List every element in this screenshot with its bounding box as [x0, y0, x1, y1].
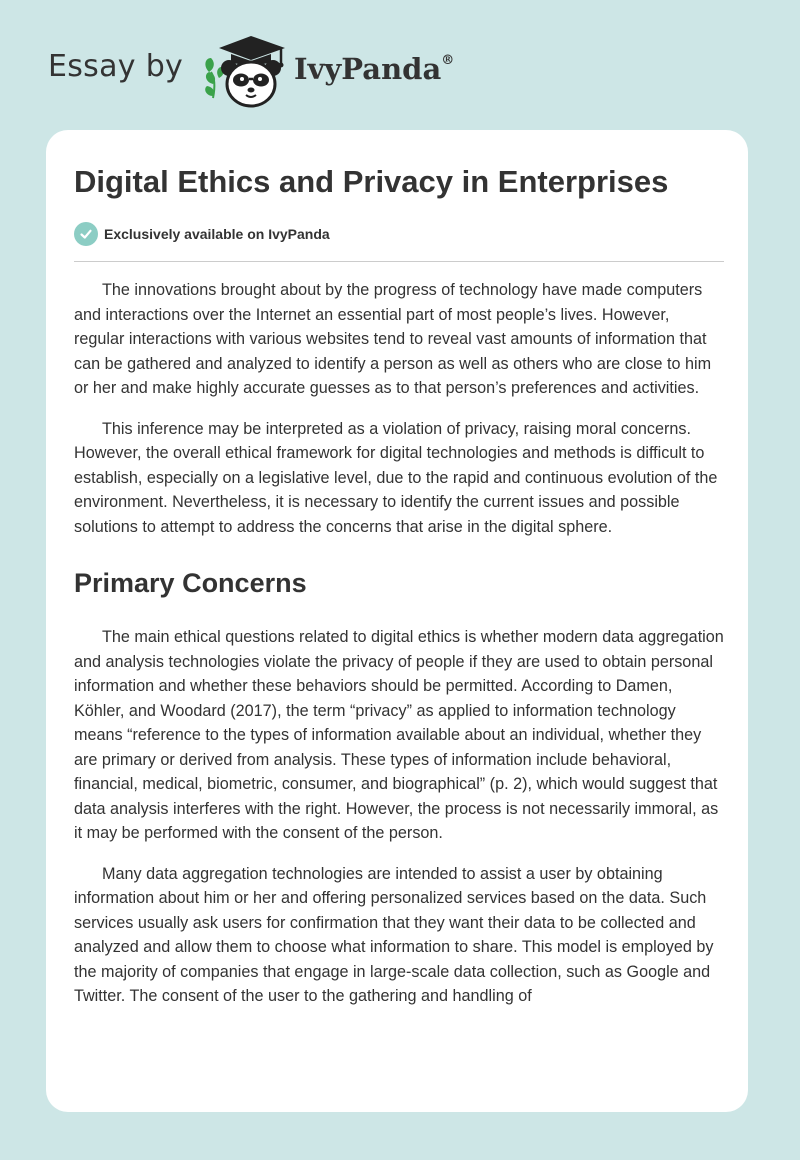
brand-wordmark[interactable] — [294, 52, 454, 86]
paragraph: The main ethical questions related to digital ethics is whether modern data aggregation and analysis technologies violate the privacy of people if they are used to obtain personal information and whether these behaviors should be permitted. According to Damen, Köhler, and Woodard (2017), the term “privacy” as applied to information technology means “reference to the types of information available about an individual, whether they are primary or derived from analysis. These types of information include behavioral, financial, medical, biometric, consumer, and biographical” (p. 2), which would suggest that data analysis interferes with the right. However, the process is not necessarily immoral, as it may be performed with the consent of the person. — [74, 628, 724, 842]
brand-name: IvyPanda — [294, 52, 442, 86]
essay-title: Digital Ethics and Privacy in Enterprises — [74, 164, 669, 199]
paragraph: This inference may be interpreted as a violation of privacy, raising moral concerns. However, the overall ethical framework for digital technologies and methods is difficult to establish, especially on a legislative level, due to the rapid and continuous evolution of the environment. Nevertheless, it is necessary to identify the current issues and possible solutions to attempt to address the concerns that arise in the digital sphere. — [74, 419, 718, 536]
paragraph: The innovations brought about by the progress of technology have made computers and interactions over the Internet an essential part of most people’s lives. However, regular interactions with various websites tend to reveal vast amounts of information that can be gathered and analyzed to identify a person as well as others who are close to him or her and make highly accurate guesses as to that person’s preferences and activities. — [74, 281, 712, 397]
section-heading: Primary Concerns — [74, 568, 307, 598]
essay-card — [46, 130, 748, 1112]
site-header — [48, 30, 548, 110]
exclusive-label: Exclusively available on IvyPanda — [104, 226, 330, 242]
checkmark-icon — [74, 222, 98, 246]
essay-body — [74, 278, 724, 1025]
title-divider — [74, 261, 724, 262]
panda-graduate-logo-icon[interactable] — [201, 32, 289, 110]
essay-by-label: Essay by — [48, 49, 184, 84]
paragraph: Many data aggregation technologies are intended to assist a user by obtaining information about him or her and offering personalized services based on the data. Such services usually ask users for confirmation that they want their data to be collected and analyzed and allow them to choose what information to share. This model is employed by the majority of companies that engage in large-scale data collection, such as Google and Twitter. The consent of the user to the gathering and handling of — [74, 864, 714, 1005]
exclusive-badge — [74, 221, 330, 247]
registered-mark: ® — [441, 53, 455, 69]
ivy-leaf-icon — [205, 58, 224, 98]
